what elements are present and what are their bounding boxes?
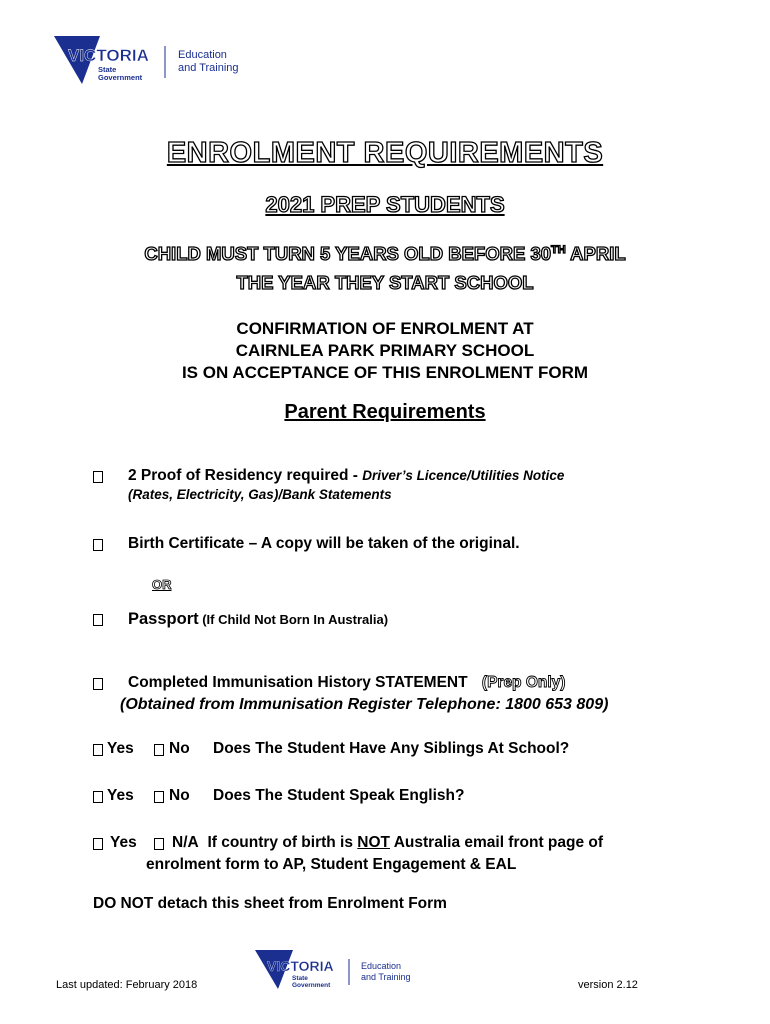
confirmation-block <box>0 318 770 384</box>
residency-item <box>128 467 564 485</box>
siblings-yes-checkbox[interactable] <box>93 744 103 756</box>
svg-text:VICTORIA: VICTORIA <box>267 958 334 974</box>
immunisation-note: (Prep Only) <box>481 674 566 691</box>
age-rule-line1-a: CHILD MUST TURN 5 YEARS OLD BEFORE 30 <box>144 243 552 265</box>
birth-certificate-checkbox[interactable] <box>93 539 103 551</box>
immunisation-source: (Obtained from Immunisation Register Telephone: 1800 653 809) <box>120 696 609 713</box>
svg-text:Government: Government <box>292 982 331 989</box>
svg-text:and Training: and Training <box>178 62 239 74</box>
immunisation-item <box>128 674 565 692</box>
siblings-no-checkbox[interactable] <box>154 744 164 756</box>
svg-text:Government: Government <box>98 73 143 82</box>
country-na-checkbox[interactable] <box>154 838 164 850</box>
confirmation-line: CAIRNLEA PARK PRIMARY SCHOOL <box>235 341 535 360</box>
footer-logo <box>255 949 425 993</box>
svg-text:State: State <box>292 975 308 982</box>
passport-label: Passport <box>128 610 199 628</box>
age-rule <box>0 236 770 297</box>
version: version 2.12 <box>578 979 638 991</box>
passport-checkbox[interactable] <box>93 614 103 626</box>
age-rule-line2: THE YEAR THEY START SCHOOL <box>236 272 534 294</box>
country-yes-checkbox[interactable] <box>93 838 103 850</box>
or-label: OR <box>152 577 172 592</box>
parent-requirements-heading: Parent Requirements <box>284 401 486 423</box>
english-question: Does The Student Speak English? <box>213 787 465 804</box>
residency-detail-line2: (Rates, Electricity, Gas)/Bank Statements <box>128 487 392 502</box>
country-question-line2: enrolment form to AP, Student Engagement & EAL <box>146 856 517 873</box>
country-na-label: N/A <box>172 834 199 851</box>
siblings-question: Does The Student Have Any Siblings At School? <box>213 740 570 757</box>
siblings-yes-label: Yes <box>107 740 134 757</box>
svg-text:VICTORIA: VICTORIA <box>68 46 149 65</box>
svg-text:State: State <box>98 65 117 74</box>
country-text-a: If country of birth is <box>207 834 358 851</box>
header-logo <box>54 34 254 88</box>
page-subtitle: 2021 PREP STUDENTS <box>265 192 505 217</box>
victoria-logo-icon <box>54 34 254 88</box>
last-updated: Last updated: February 2018 <box>56 979 198 991</box>
age-rule-sup: TH <box>551 244 566 256</box>
victoria-footer-logo-icon <box>255 949 425 993</box>
english-yes-label: Yes <box>107 787 134 804</box>
country-text-b: Australia email front page of <box>390 834 604 851</box>
age-rule-line1-b: APRIL <box>565 243 626 265</box>
svg-text:and Training: and Training <box>361 972 411 982</box>
confirmation-line: IS ON ACCEPTANCE OF THIS ENROLMENT FORM <box>181 363 589 382</box>
english-yes-checkbox[interactable] <box>93 791 103 803</box>
country-yes-label: Yes <box>110 834 137 851</box>
page-title: ENROLMENT REQUIREMENTS <box>166 137 604 169</box>
immunisation-checkbox[interactable] <box>93 678 103 690</box>
birth-certificate-item: Birth Certificate – A copy will be taken of the original. <box>128 535 520 552</box>
passport-note: (If Child Not Born In Australia) <box>198 612 389 627</box>
country-not: NOT <box>357 834 390 851</box>
residency-main: 2 Proof of Residency required - <box>128 467 363 484</box>
country-question <box>172 834 603 852</box>
svg-text:Education: Education <box>178 49 227 61</box>
residency-checkbox[interactable] <box>93 471 103 483</box>
siblings-no-label: No <box>169 740 190 757</box>
do-not-detach-note: DO NOT detach this sheet from Enrolment Form <box>93 895 447 912</box>
svg-text:Education: Education <box>361 961 402 971</box>
immunisation-label: Completed Immunisation History STATEMENT <box>128 674 468 691</box>
passport-item <box>128 610 388 629</box>
english-no-label: No <box>169 787 190 804</box>
residency-detail: Driver’s Licence/Utilities Notice <box>362 468 565 483</box>
confirmation-line: CONFIRMATION OF ENROLMENT AT <box>236 319 534 338</box>
english-no-checkbox[interactable] <box>154 791 164 803</box>
